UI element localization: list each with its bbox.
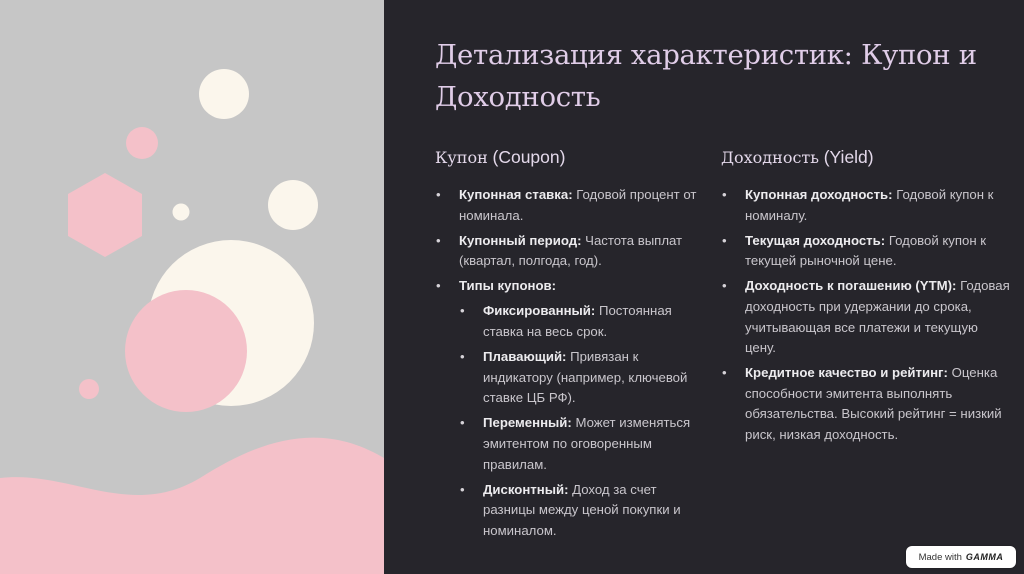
item-label: Доходность к погашению (YTM):: [745, 278, 957, 294]
made-with-gamma-badge[interactable]: [906, 546, 1016, 568]
item-text: Привязан к индикатору (например, ключевой ставке ЦБ РФ).: [483, 349, 688, 406]
item-text: Годовой процент от номинала.: [459, 187, 697, 223]
list-item: [721, 363, 1011, 445]
item-label: Типы купонов:: [459, 278, 557, 294]
list-item: [721, 185, 1011, 226]
coupon-heading-ru: Купон: [435, 148, 488, 167]
item-text: Годовой купон к номиналу.: [745, 187, 994, 223]
slide-title: Детализация характеристик: Купон и Доходность: [435, 39, 977, 113]
yield-list: [721, 185, 1011, 446]
list-subitem: [435, 413, 705, 475]
small-cream-circle-top: [199, 69, 249, 119]
item-label: Купонная ставка:: [459, 187, 573, 202]
large-pink-circle: [125, 290, 247, 412]
item-label: Переменный:: [483, 415, 572, 431]
item-text: Может изменяться эмитентом по оговоренным правилам.: [483, 415, 691, 472]
slide-content: [384, 0, 1024, 574]
item-text: Оценка способности эмитента выполнять обязательства. Высокий рейтинг = низкий риск, низкая доходность.: [745, 365, 1002, 443]
item-text: Годовой купон к текущей рыночной цене.: [745, 232, 987, 269]
item-label: Кредитное качество и рейтинг:: [745, 365, 948, 381]
list-item: [435, 185, 705, 226]
yield-column: [721, 144, 1011, 450]
coupon-list: [435, 185, 705, 542]
item-label: Дисконтный:: [483, 481, 569, 497]
item-text: Годовая доходность при удержании до срока, учитывающая все платежи и текущую цену.: [745, 278, 1010, 356]
tiny-cream-circle: [173, 204, 190, 221]
yield-heading: [721, 144, 1011, 171]
yield-heading-ru: Доходность: [721, 148, 819, 167]
small-pink-circle: [126, 127, 158, 159]
medium-cream-circle: [268, 180, 318, 230]
list-subitem: [435, 480, 705, 542]
item-label: Купонная доходность:: [745, 187, 893, 202]
list-subitem: [435, 347, 705, 409]
coupon-heading: [435, 144, 705, 171]
badge-prefix: Made with: [918, 551, 962, 563]
yield-heading-en: (Yield): [823, 147, 874, 167]
item-label: Плавающий:: [483, 349, 567, 365]
list-item: [721, 276, 1011, 358]
coupon-heading-en: (Coupon): [492, 147, 566, 167]
item-text: Частота выплат (квартал, полгода, год).: [459, 232, 683, 269]
pink-hexagon: [68, 173, 142, 257]
list-subitem: [435, 301, 705, 342]
coupon-column: [435, 144, 705, 546]
list-item: [435, 231, 705, 272]
gamma-logo: GAMMA: [965, 552, 1004, 562]
item-text: Доход за счет разницы между ценой покупки и номиналом.: [483, 481, 681, 538]
list-item: [435, 276, 705, 297]
list-item: [721, 231, 1011, 272]
decorative-art-panel: [0, 0, 384, 574]
item-text: Постоянная ставка на весь срок.: [483, 303, 672, 340]
item-label: Текущая доходность:: [745, 232, 886, 248]
item-label: Фиксированный:: [483, 303, 596, 319]
item-label: Купонный период:: [459, 232, 582, 248]
abstract-shapes-illustration: [0, 0, 384, 574]
pink-wave-shape: [0, 438, 384, 574]
tiny-pink-circle: [79, 379, 99, 399]
